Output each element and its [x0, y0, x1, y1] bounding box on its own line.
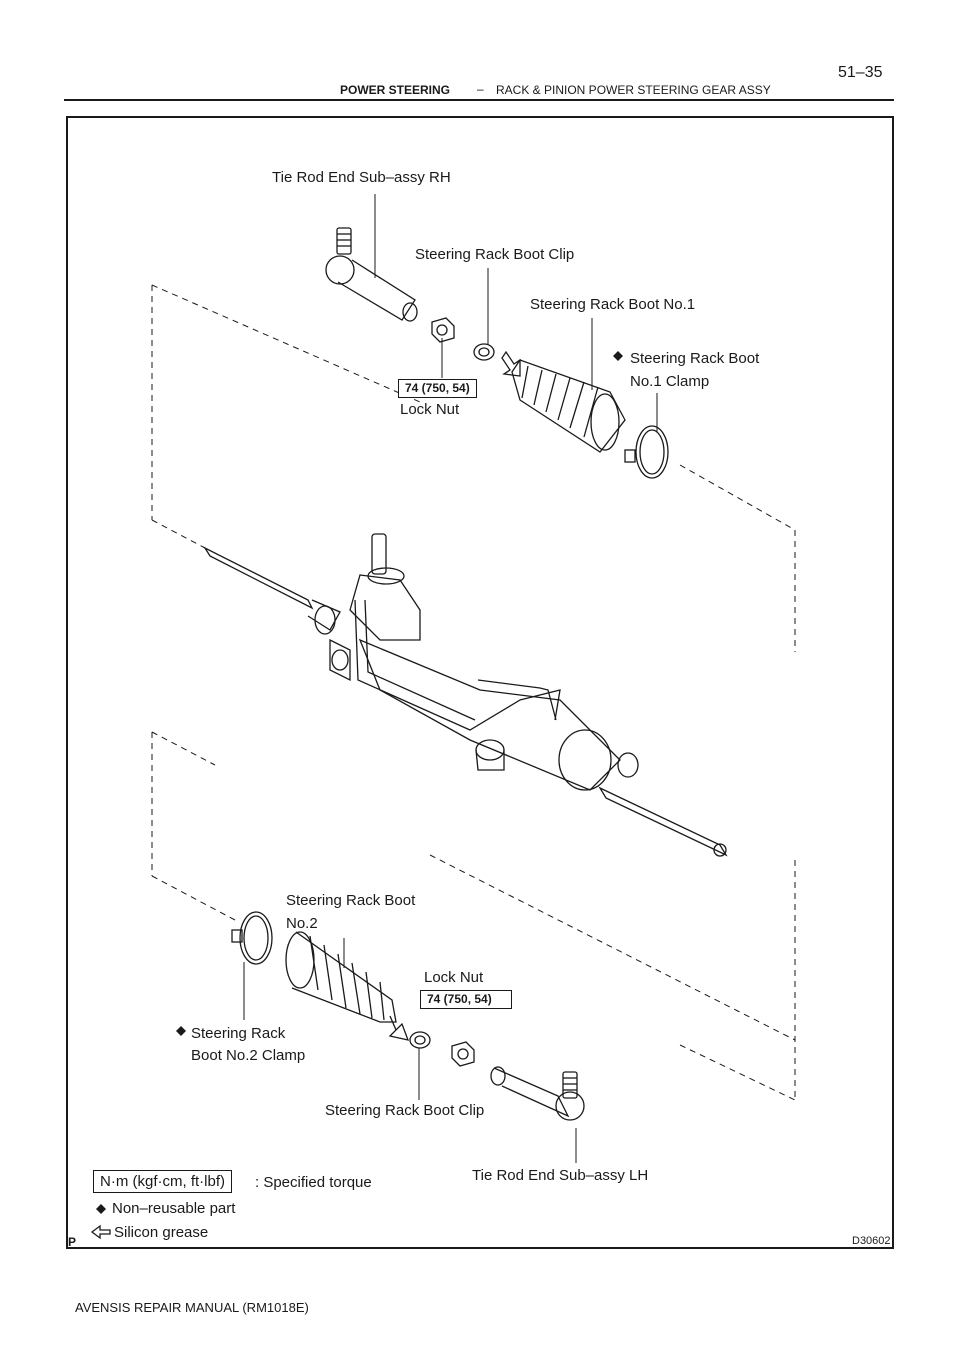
- lock-nut-top-drawing: [432, 318, 454, 342]
- label-boot-no2-clamp-line1: Steering Rack: [191, 1025, 286, 1042]
- label-boot-no1: Steering Rack Boot No.1: [530, 296, 696, 313]
- label-boot-no2-line1: Steering Rack Boot: [286, 892, 416, 909]
- tie-rod-end-lh-drawing: [491, 1067, 584, 1120]
- page-number: 51–35: [838, 64, 883, 81]
- subsection-title: RACK & PINION POWER STEERING GEAR ASSY: [496, 83, 771, 97]
- label-boot-clip-bottom: Steering Rack Boot Clip: [325, 1102, 485, 1119]
- gear-housing-drawing: [205, 534, 726, 856]
- lock-nut-bottom-drawing: [452, 1042, 474, 1066]
- legend-torque-desc: : Specified torque: [255, 1174, 372, 1191]
- header-dash: –: [477, 82, 484, 96]
- torque-box-bottom: 74 (750, 54): [420, 990, 512, 1009]
- label-tie-rod-end-rh: Tie Rod End Sub–assy RH: [272, 169, 451, 186]
- diamond-icon: [176, 1026, 186, 1036]
- tie-rod-end-rh-drawing: [326, 228, 417, 321]
- footer-manual-title: AVENSIS REPAIR MANUAL (RM1018E): [75, 1300, 309, 1315]
- legend-torque-unit: N·m (kgf·cm, ft·lbf): [93, 1170, 232, 1193]
- torque-box-top: 74 (750, 54): [398, 379, 477, 398]
- silicon-grease-arrow-icon: [92, 1226, 110, 1238]
- boot-no2-drawing: [286, 932, 396, 1022]
- legend-silicon-grease: Silicon grease: [114, 1224, 209, 1241]
- diamond-icon: [96, 1204, 106, 1214]
- legend-non-reusable: Non–reusable part: [112, 1200, 236, 1217]
- label-boot-no2-clamp-line2: Boot No.2 Clamp: [191, 1047, 306, 1064]
- boot-clip-bottom-drawing: [410, 1032, 430, 1048]
- boot-no2-clamp-drawing: [232, 912, 272, 964]
- boot-no1-drawing: [512, 360, 625, 452]
- label-tie-rod-end-lh: Tie Rod End Sub–assy LH: [472, 1167, 649, 1184]
- diagram-code: D30602: [852, 1235, 891, 1247]
- section-title: POWER STEERING: [340, 83, 451, 97]
- corner-mark: P: [68, 1235, 77, 1249]
- boot-no1-clamp-drawing: [625, 426, 668, 478]
- label-boot-no1-clamp-line2: No.1 Clamp: [630, 373, 710, 390]
- grease-arrow-bottom: [390, 1016, 408, 1040]
- boot-clip-top-drawing: [474, 344, 494, 360]
- label-boot-clip-top: Steering Rack Boot Clip: [415, 246, 575, 263]
- diamond-icon: [613, 351, 623, 361]
- label-lock-nut-bottom: Lock Nut: [424, 969, 484, 986]
- label-lock-nut-top: Lock Nut: [400, 401, 460, 418]
- label-boot-no1-clamp-line1: Steering Rack Boot: [630, 350, 760, 367]
- label-boot-no2-line2: No.2: [286, 915, 318, 932]
